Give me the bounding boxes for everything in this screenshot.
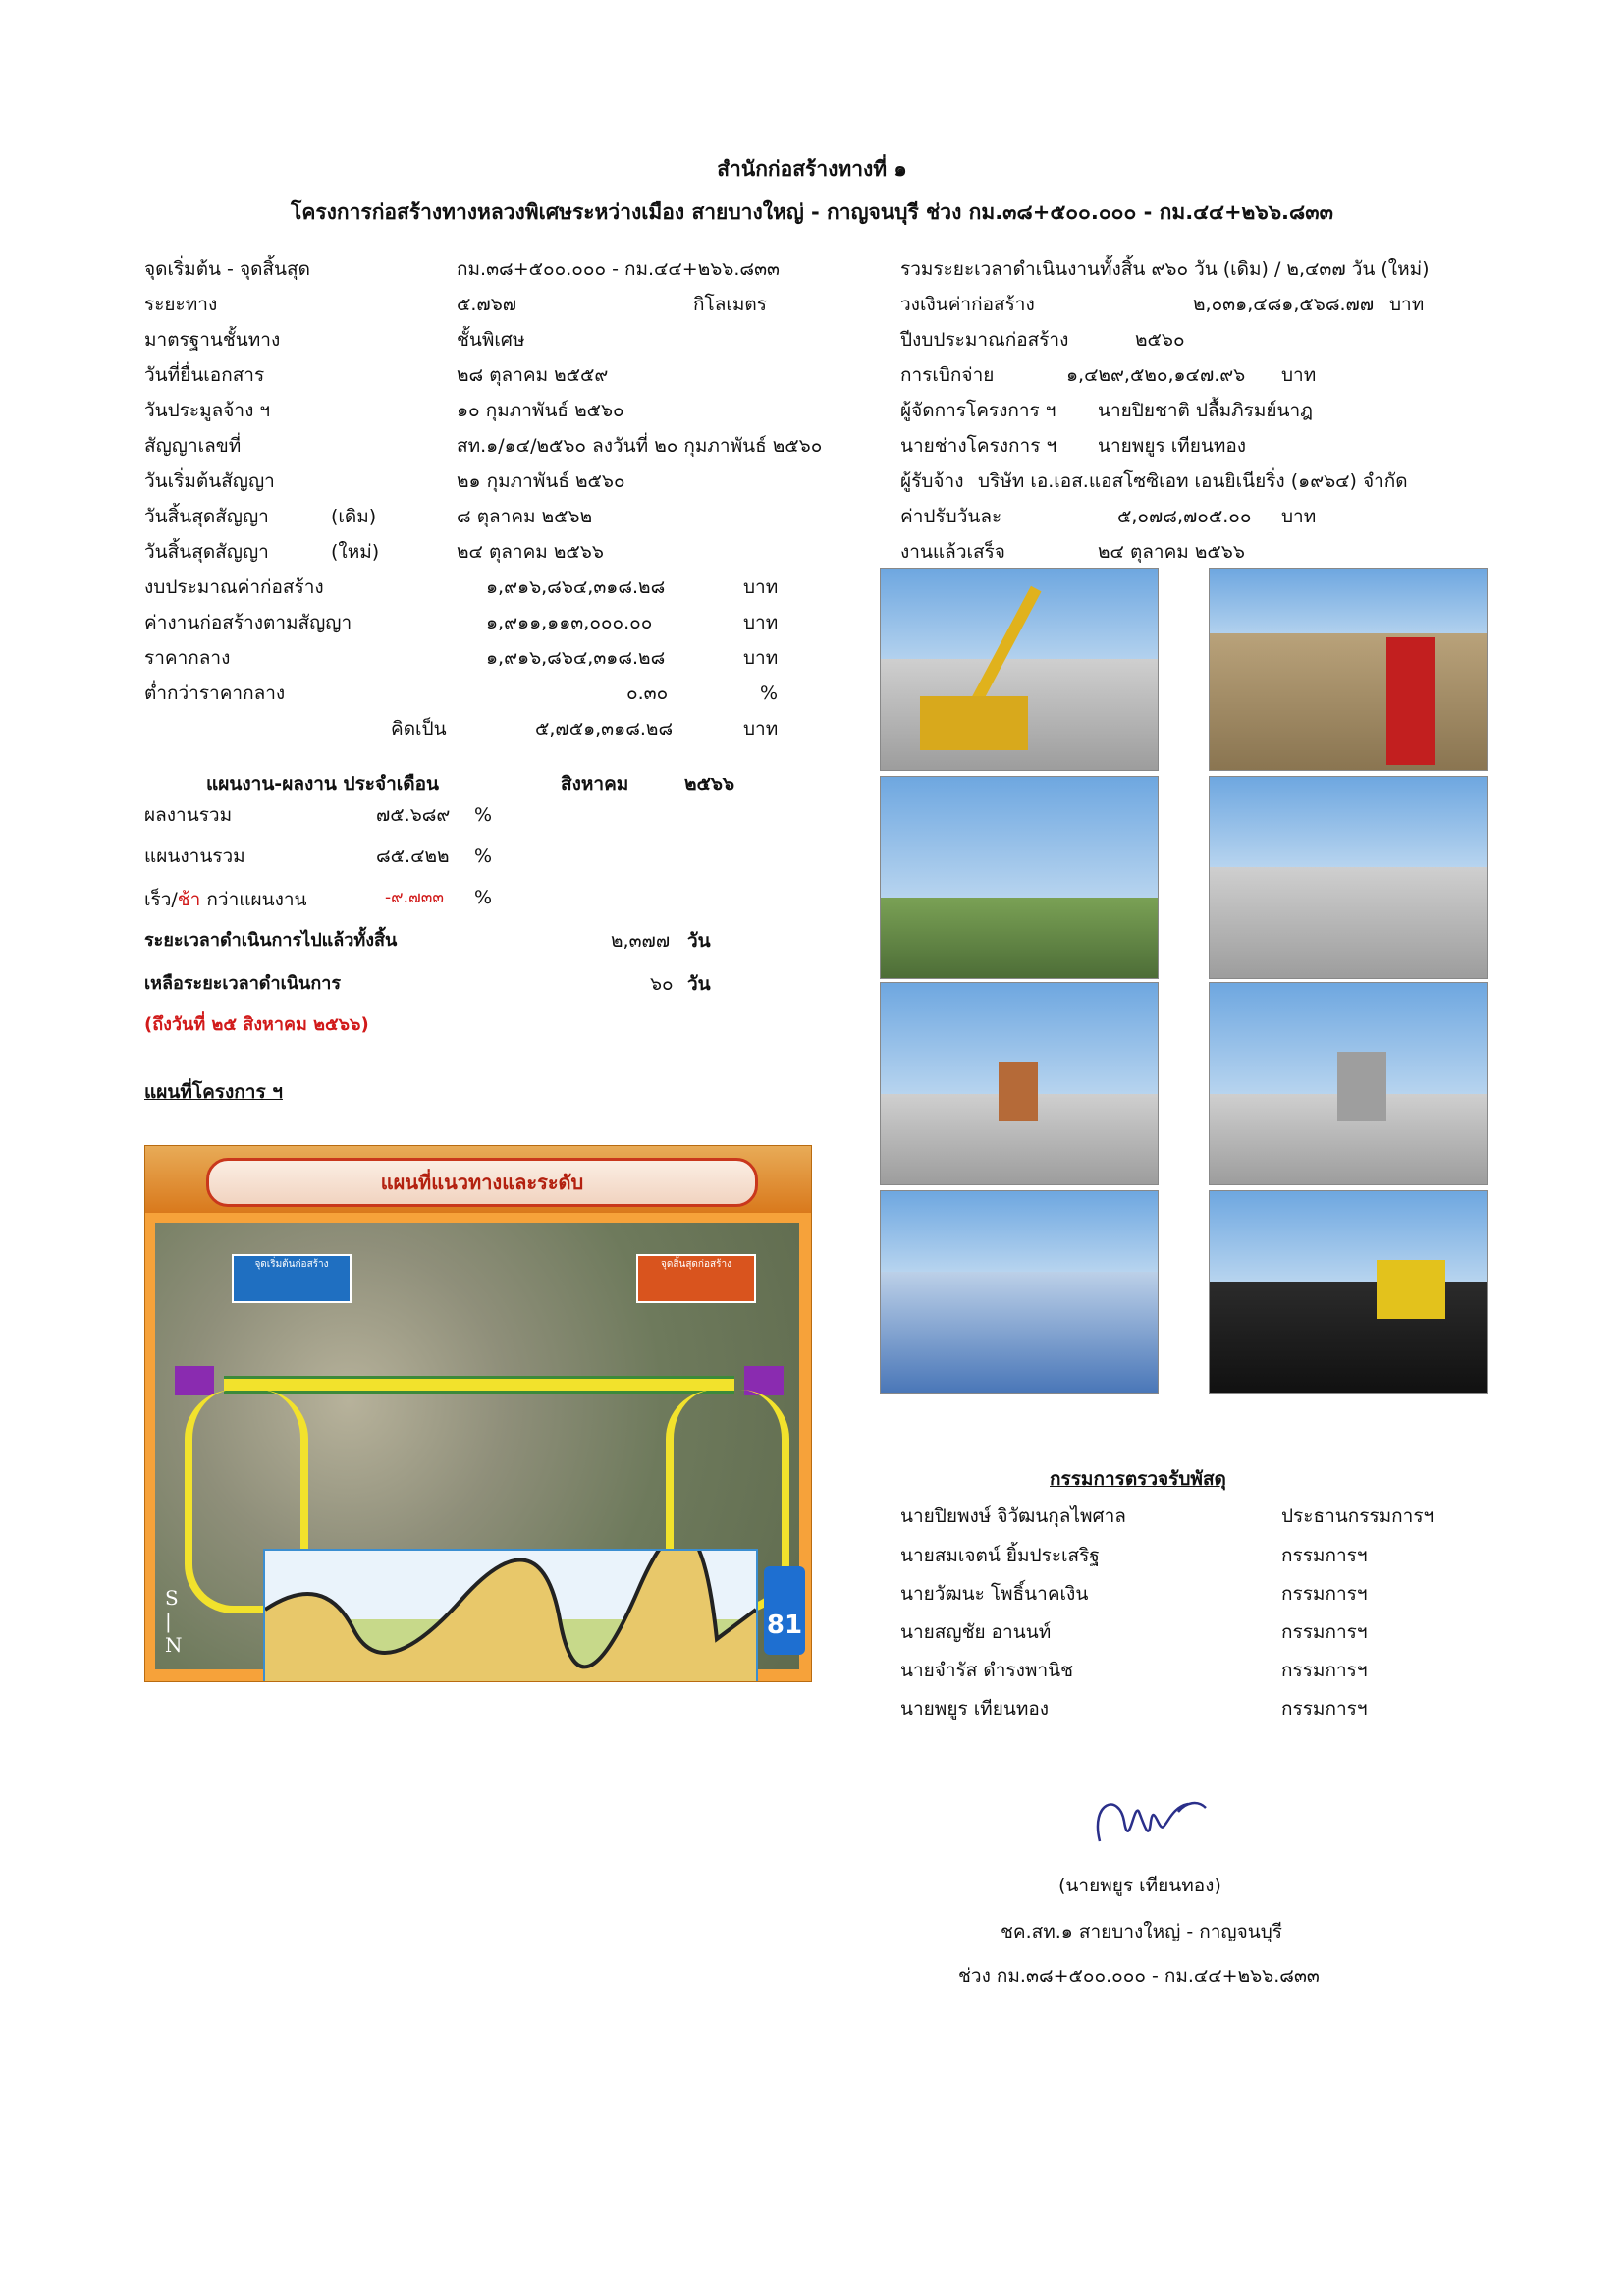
- photo-foundation-work: [1209, 568, 1488, 771]
- member-name: นายพยูร เทียนทอง: [900, 1698, 1050, 1720]
- contract-end-value: ๘ ตุลาคม ๒๕๖๒: [457, 506, 593, 527]
- contract-end-label: วันสิ้นสุดสัญญา: [144, 541, 269, 563]
- west-arrow: [175, 1366, 214, 1395]
- info-label: ค่าปรับวันละ: [900, 506, 1002, 527]
- member-role: กรรมการฯ: [1281, 1583, 1368, 1605]
- member-role: กรรมการฯ: [1281, 1660, 1368, 1681]
- progress-heading: แผนงาน-ผลงาน ประจำเดือน: [206, 773, 440, 794]
- member-role: กรรมการฯ: [1281, 1621, 1368, 1643]
- budget-value: ๐.๓๐: [626, 683, 669, 704]
- contract-end-tag: (เดิม): [331, 506, 377, 527]
- info-value: กม.๓๘+๕๐๐.๐๐๐ - กม.๔๔+๒๖๖.๘๓๓: [457, 258, 781, 280]
- info-value: ๒๔ ตุลาคม ๒๕๖๖: [1098, 541, 1245, 563]
- map-title: แผนที่แนวทางและระดับ: [206, 1158, 758, 1207]
- info-label: งานแล้วเสร็จ: [900, 541, 1005, 563]
- info-value: สท.๑/๑๔/๒๕๖๐ ลงวันที่ ๒๐ กุมภาพันธ์ ๒๕๖๐: [457, 435, 823, 457]
- budget-label: ค่างานก่อสร้างตามสัญญา: [144, 612, 352, 633]
- budget-value: ๑,๙๑๑,๑๑๓,๐๐๐.๐๐: [486, 612, 653, 633]
- member-role: กรรมการฯ: [1281, 1698, 1368, 1720]
- info-label: วันที่ยื่นเอกสาร: [144, 364, 265, 386]
- signer-section: ช่วง กม.๓๘+๕๐๐.๐๐๐ - กม.๔๔+๒๖๖.๘๓๓: [958, 1965, 1320, 1987]
- satellite-image: [155, 1223, 803, 1669]
- photo-asphalt-paving: [1209, 1190, 1488, 1394]
- slow-word: ช้า: [177, 889, 201, 910]
- progress-month: สิงหาคม: [561, 773, 629, 794]
- photo-crane-bucket: [1209, 982, 1488, 1185]
- member-name: นายจำรัส ดำรงพานิช: [900, 1660, 1074, 1681]
- info-label: ระยะทาง: [144, 294, 218, 315]
- signer-position: ชค.สท.๑ สายบางใหญ่ - กาญจนบุรี: [1001, 1921, 1282, 1942]
- budget-value: ๑,๙๑๖,๘๖๔,๓๑๘.๒๘: [486, 576, 666, 598]
- budget-unit: บาท: [743, 647, 779, 669]
- info-value: ๕.๗๖๗: [457, 294, 517, 315]
- photo-bucket-pour: [880, 982, 1159, 1185]
- committee-heading: กรรมการตรวจรับพัสดุ: [1050, 1468, 1226, 1490]
- map-banner: [145, 1146, 811, 1213]
- budget-label: ราคากลาง: [144, 647, 231, 669]
- info-unit: บาท: [1389, 294, 1425, 315]
- highway-line: [224, 1376, 734, 1394]
- budget-label: ต่ำกว่าราคากลาง: [144, 683, 286, 704]
- budget-label: งบประมาณค่าก่อสร้าง: [144, 576, 324, 598]
- info-label: การเบิกจ่าย: [900, 364, 995, 386]
- slash: /: [171, 889, 178, 910]
- photo-crane-bridge: [880, 568, 1159, 771]
- diff-value: -๙.๗๓๓: [385, 888, 445, 907]
- elapsed-label: ระยะเวลาดำเนินการไปแล้วทั้งสิ้น: [144, 930, 398, 951]
- photo-bridge-deck: [880, 776, 1159, 979]
- info-label: มาตรฐานชั้นทาง: [144, 329, 281, 351]
- profile-chart: [263, 1549, 758, 1682]
- info-value: ชั้นพิเศษ: [457, 329, 525, 351]
- compass-icon: S | N: [165, 1586, 183, 1657]
- info-label: ผู้จัดการโครงการ ฯ: [900, 400, 1056, 421]
- budget-unit: บาท: [743, 612, 779, 633]
- actual-unit: %: [474, 804, 493, 826]
- info-value: ๒๕๖๐: [1135, 329, 1185, 351]
- info-value: บริษัท เอ.เอส.แอสโซซิเอท เอนยิเนียริ่ง (๑๙๖๔) จำกัด: [978, 470, 1408, 492]
- info-value: นายปิยชาติ ปลื้มภิรมย์นาฎ: [1098, 400, 1313, 421]
- info-value: ๑,๔๒๙,๕๒๐,๑๔๗.๙๖: [1066, 364, 1246, 386]
- map-heading: แผนที่โครงการ ฯ: [144, 1081, 283, 1103]
- contract-end-value: ๒๔ ตุลาคม ๒๕๖๖: [457, 541, 604, 563]
- elevation-profile-icon: [265, 1551, 756, 1682]
- remaining-label: เหลือระยะเวลาดำเนินการ: [144, 973, 342, 994]
- plan-label: แผนงานรวม: [144, 846, 245, 867]
- budget-unit: บาท: [743, 576, 779, 598]
- plan-unit: %: [474, 846, 493, 867]
- project-map: [144, 1145, 812, 1682]
- route-81-badge: 81: [764, 1566, 805, 1655]
- signature-icon: [1080, 1782, 1218, 1861]
- info-unit: บาท: [1281, 506, 1317, 527]
- actual-value: ๗๕.๖๘๙: [376, 804, 451, 826]
- budget-diff-label: คิดเป็น: [391, 718, 447, 739]
- contract-end-label: วันสิ้นสุดสัญญา: [144, 506, 269, 527]
- member-name: นายปิยพงษ์ จิวัฒนกุลไพศาล: [900, 1505, 1126, 1527]
- info-label: วงเงินค่าก่อสร้าง: [900, 294, 1035, 315]
- info-label: วันประมูลจ้าง ฯ: [144, 400, 271, 421]
- ahead-behind-label: [144, 888, 307, 911]
- remaining-value: ๖๐: [650, 973, 674, 995]
- info-unit: บาท: [1281, 364, 1317, 386]
- budget-unit: %: [760, 683, 779, 704]
- elapsed-unit: วัน: [687, 930, 711, 952]
- info-value: ๒๘ ตุลาคม ๒๕๕๙: [457, 364, 609, 386]
- budget-diff-value: ๕,๗๕๑,๓๑๘.๒๘: [535, 718, 674, 739]
- end-point-box: จุดสิ้นสุดก่อสร้าง: [636, 1254, 756, 1303]
- member-role: กรรมการฯ: [1281, 1545, 1368, 1566]
- info-value: ๒,๐๓๑,๔๘๑,๕๖๘.๗๗: [1193, 294, 1375, 315]
- signer-name: (นายพยูร เทียนทอง): [1058, 1875, 1221, 1896]
- remaining-unit: วัน: [687, 973, 711, 995]
- diff-unit: %: [474, 887, 493, 908]
- member-name: นายสญชัย อานนท์: [900, 1621, 1052, 1643]
- member-name: นายวัฒนะ โพธิ์นาคเงิน: [900, 1583, 1089, 1605]
- info-label: ปีงบประมาณก่อสร้าง: [900, 329, 1069, 351]
- info-label: สัญญาเลขที่: [144, 435, 242, 457]
- info-unit: กิโลเมตร: [693, 294, 767, 315]
- actual-label: ผลงานรวม: [144, 804, 233, 826]
- as-of-date: (ถึงวันที่ ๒๕ สิงหาคม ๒๕๖๖): [144, 1014, 369, 1035]
- project-title: โครงการก่อสร้างทางหลวงพิเศษระหว่างเมือง สายบางใหญ่ - กาญจนบุรี ช่วง กม.๓๘+๕๐๐.๐๐๐ - กม.๔๔+๒๖๖.๘๓๓: [291, 200, 1333, 224]
- info-label: รวมระยะเวลาดำเนินงานทั้งสิ้น ๙๖๐ วัน (เดิม) / ๒,๔๓๗ วัน (ใหม่): [900, 258, 1430, 280]
- start-point-box: จุดเริ่มต้นก่อสร้าง: [232, 1254, 352, 1303]
- office-title: สำนักก่อสร้างทางที่ ๑: [717, 157, 907, 181]
- fast-word: เร็ว: [144, 889, 172, 910]
- info-value: ๕,๐๗๘,๗๐๕.๐๐: [1117, 506, 1252, 527]
- member-name: นายสมเจตน์ ยิ้มประเสริฐ: [900, 1545, 1100, 1566]
- info-label: วันเริ่มต้นสัญญา: [144, 470, 275, 492]
- budget-diff-unit: บาท: [743, 718, 779, 739]
- info-value: นายพยูร เทียนทอง: [1098, 435, 1247, 457]
- info-value: ๑๐ กุมภาพันธ์ ๒๕๖๐: [457, 400, 624, 421]
- member-role: ประธานกรรมการฯ: [1281, 1505, 1435, 1527]
- budget-value: ๑,๙๑๖,๘๖๔,๓๑๘.๒๘: [486, 647, 666, 669]
- elapsed-value: ๒,๓๗๗: [611, 930, 671, 952]
- info-label: จุดเริ่มต้น - จุดสิ้นสุด: [144, 258, 310, 280]
- info-label: ผู้รับจ้าง: [900, 470, 964, 492]
- photo-workers-deck: [880, 1190, 1159, 1394]
- info-label: นายช่างโครงการ ฯ: [900, 435, 1057, 457]
- contract-end-tag: (ใหม่): [331, 541, 380, 563]
- vs-plan-text: กว่าแผนงาน: [200, 889, 307, 910]
- photo-concrete-pour: [1209, 776, 1488, 979]
- plan-value: ๘๕.๔๒๒: [376, 846, 450, 867]
- info-value: ๒๑ กุมภาพันธ์ ๒๕๖๐: [457, 470, 625, 492]
- progress-year: ๒๕๖๖: [684, 773, 735, 794]
